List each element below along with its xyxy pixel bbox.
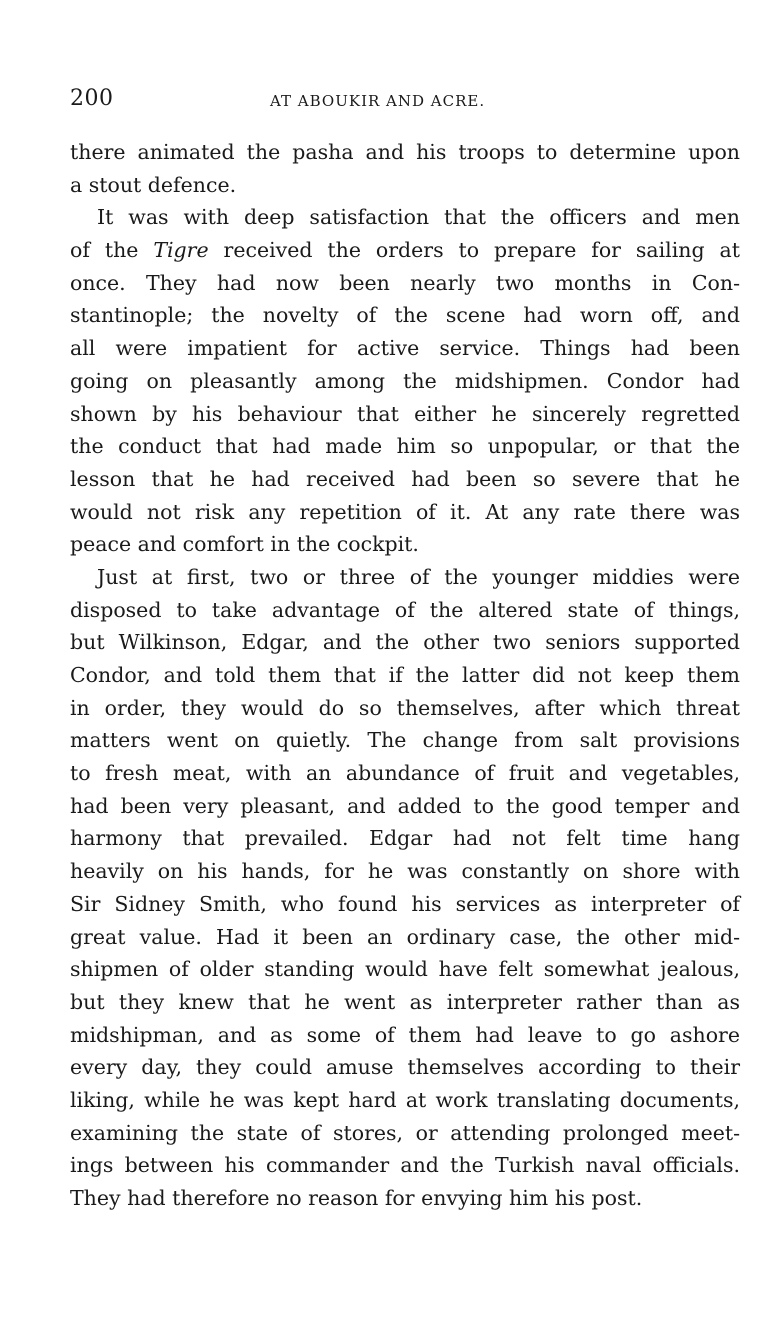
text-line: Condor, and told them that if the latter did not keep them [70,663,740,687]
text-line: to fresh meat, with an abundance of fruit and vegetables, [70,761,740,786]
text-line [70,234,740,267]
text-line: matters went on quietly. The change from salt provisions [70,728,740,753]
text-line: in order, they would do so themselves, after which threat [70,695,740,720]
text-line: would not risk any repetition of it. At any rate there was [70,499,740,524]
text-line: They had therefore no reason for envying him his post. [70,1186,643,1210]
text-line: lesson that he had received had been so severe that he [70,466,740,491]
text-line: every day, they could amuse themselves according to their [70,1055,740,1080]
text-line: great value. Had it been an ordinary case, the other mid- [70,924,740,949]
text-line: Sir Sidney Smith, who found his services as interpreter of [70,891,740,916]
text-line: It was with deep satisfaction that the officers and men [97,205,740,230]
text-line: a stout defence. [70,172,237,197]
ship-name: Tigre [153,238,209,263]
text-line: all were impatient for active service. Things had been [70,336,740,361]
text-line: had been very pleasant, and added to the good temper and [70,793,740,818]
text-line: going on pleasantly among the midshipmen. Condor had [70,368,740,393]
text-line: disposed to take advantage of the altered state of things, [70,597,740,622]
book-page [70,86,740,1215]
text-line: ings between his commander and the Turkish naval officials. [70,1153,740,1178]
body-text [70,136,740,1215]
text-line: shipmen of older standing would have felt somewhat jealous, [70,957,740,982]
text-line: liking, while he was kept hard at work translating documents, [70,1087,740,1112]
text-fragment: received the orders to prepare for sailing at [208,238,740,263]
text-line: examining the state of stores, or attending prolonged meet- [70,1120,740,1145]
text-line: Just at first, two or three of the younger middies were [97,564,740,589]
running-head [70,86,740,116]
text-line: but they knew that he went as interpreter rather than as [70,989,740,1014]
text-line: there animated the pasha and his troops to determine upon [70,140,740,164]
text-line: heavily on his hands, for he was constantly on shore with [70,859,740,884]
text-line: midshipman, and as some of them had leave to go ashore [70,1022,740,1047]
page-number: 200 [70,86,114,111]
text-line: the conduct that had made him so unpopular, or that the [70,434,740,459]
text-line: peace and comfort in the cockpit. [70,532,419,557]
text-fragment: of the [70,238,154,263]
text-line: once. They had now been nearly two months in Con- [70,270,740,295]
running-title: AT ABOUKIR AND ACRE. [270,92,486,110]
text-line: shown by his behaviour that either he sincerely regretted [70,401,740,426]
text-line: stantinople; the novelty of the scene had worn off, and [70,303,740,328]
text-line: harmony that prevailed. Edgar had not felt time hang [70,826,740,851]
text-line: but Wilkinson, Edgar, and the other two seniors supported [70,630,740,655]
